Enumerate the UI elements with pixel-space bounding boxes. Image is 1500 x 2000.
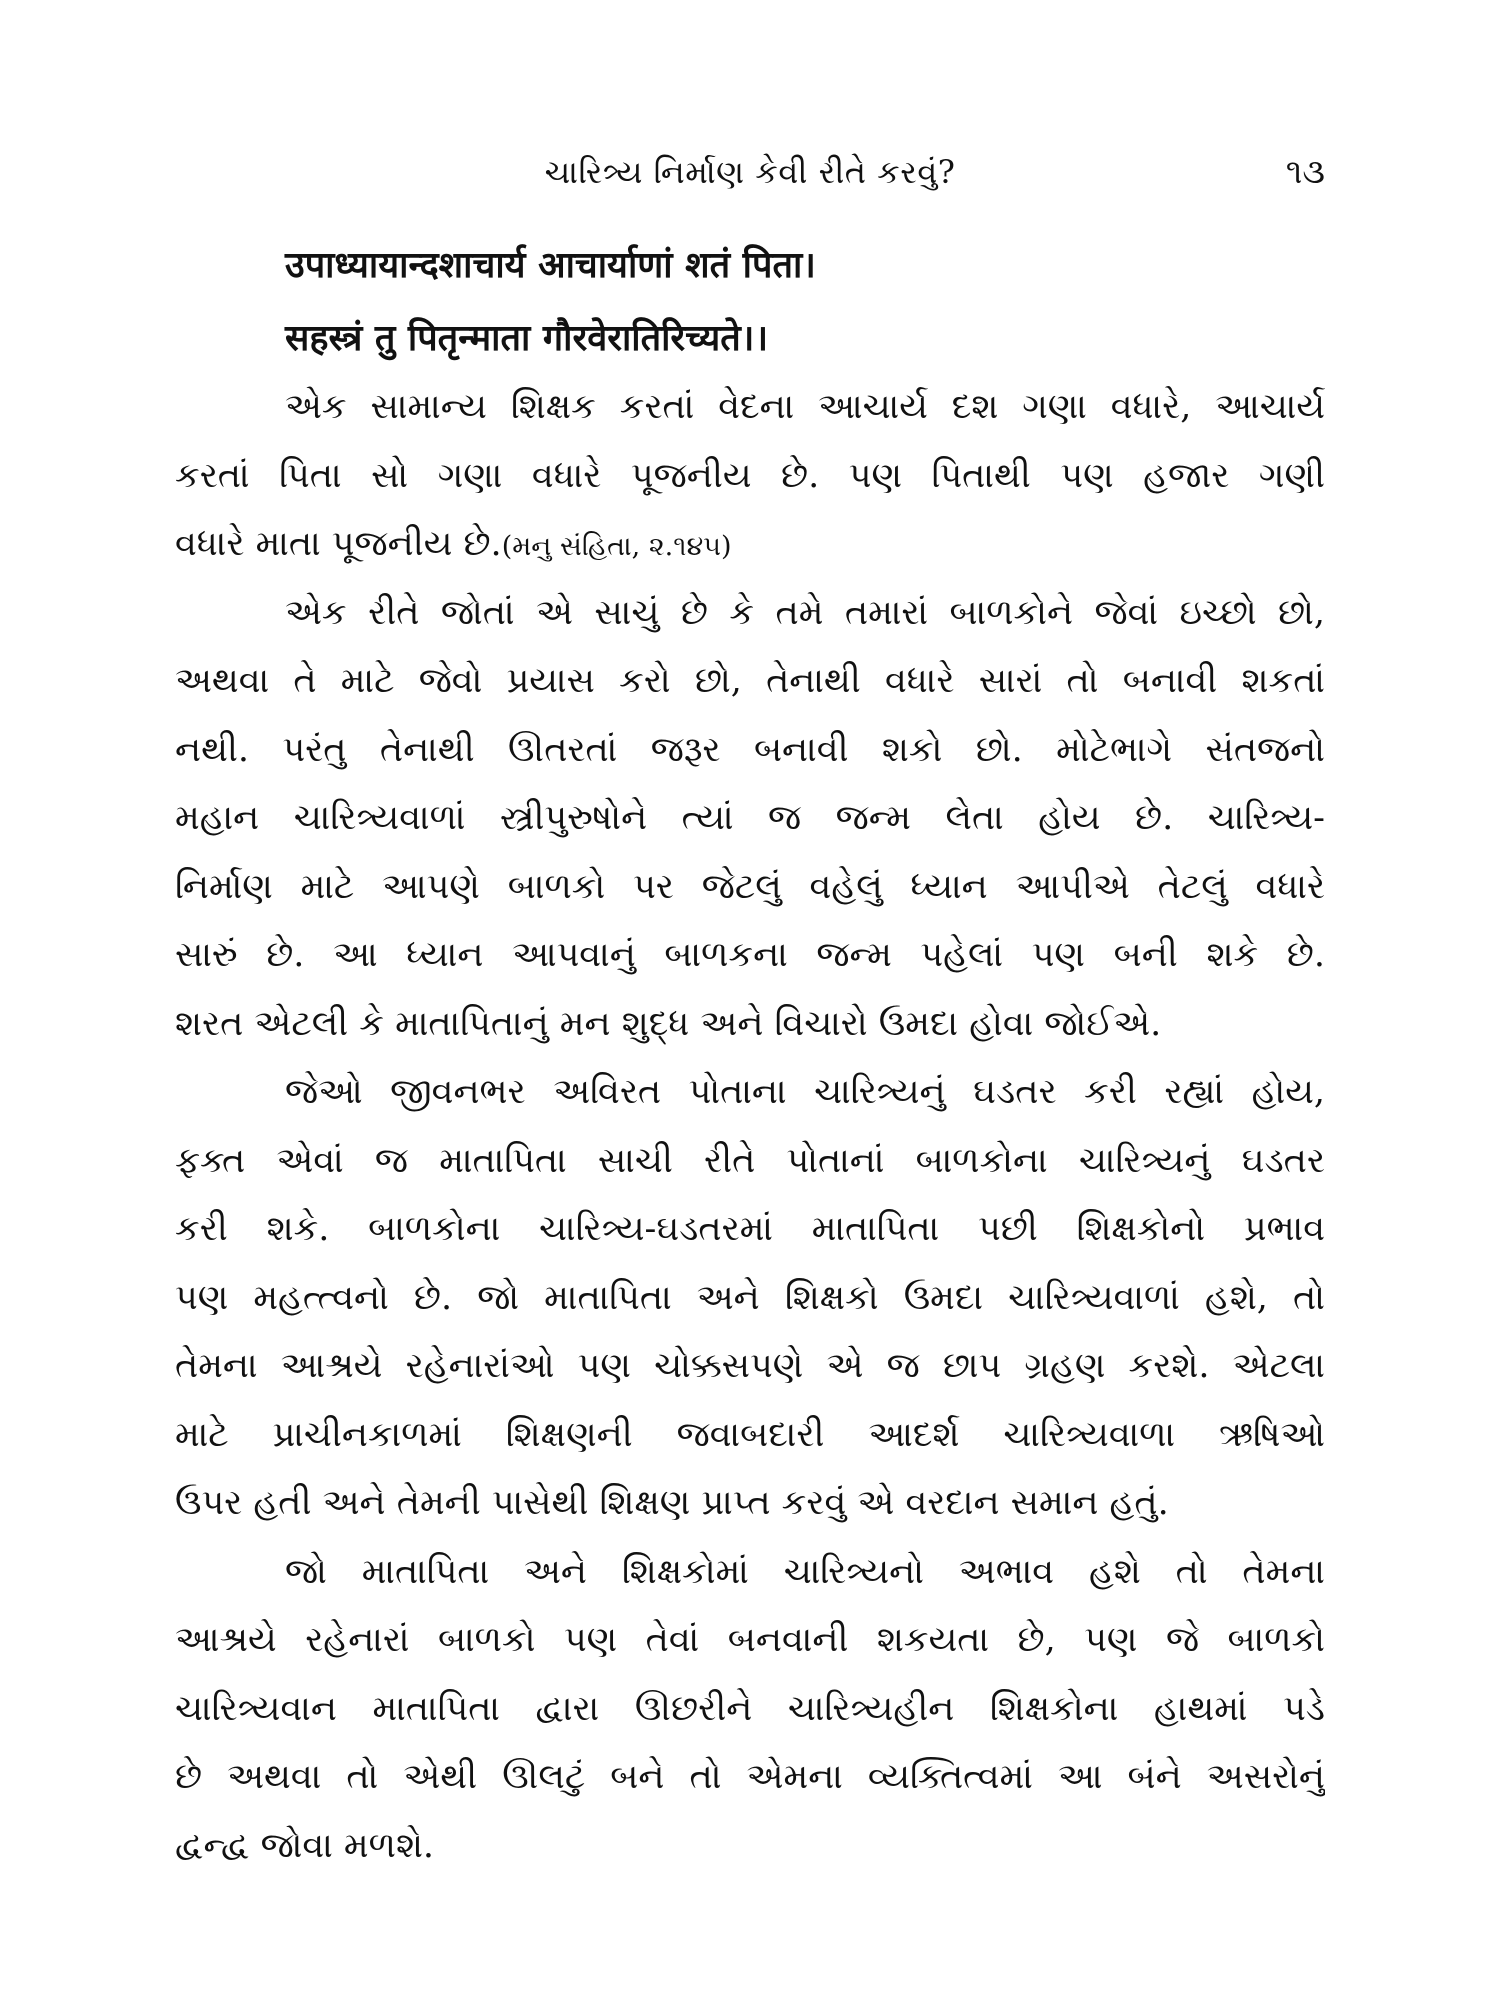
paragraph-1-line-3 bbox=[175, 510, 1325, 579]
paragraph-2-line-3: નથી. પરંતુ તેનાથી ઊતરતાં જરૂર બનાવી શકો છો. મોટેભાગે સંતજનો bbox=[175, 729, 1325, 770]
paragraph-2-line-6: સારું છે. આ ધ્યાન આપવાનું બાળકના જન્મ પહેલાં પણ બની શકે છે. bbox=[175, 935, 1325, 975]
paragraph-3-line-2: ફક્ત એવાં જ માતાપિતા સાચી રીતે પોતાનાં બાળકોના ચારિત્ર્યનું ઘડતર bbox=[175, 1140, 1325, 1181]
body-text bbox=[175, 373, 1325, 1880]
paragraph-2-line-1: એક રીતે જોતાં એ સાચું છે કે તમે તમારાં બાળકોને જેવાં ઇચ્છો છો, bbox=[285, 592, 1325, 633]
paragraph-3-line-6: માટે પ્રાચીનકાળમાં શિક્ષણની જવાબદારી આદર્શ ચારિત્ર્યવાળા ઋષિઓ bbox=[175, 1414, 1325, 1455]
chapter-title: ચારિત્ર્ય નિર્માણ કેવી રીતે કરવું? bbox=[544, 153, 956, 191]
paragraph-2-line-4: મહાન ચારિત્ર્યવાળાં સ્ત્રીપુરુષોને ત્યાં જ જન્મ લેતા હોય છે. ચારિત્ર્ય- bbox=[175, 798, 1325, 838]
paragraph-4-line-4: છે અથવા તો એથી ઊલટું બને તો એમના વ્યક્તિત્વમાં આ બંને અસરોનું bbox=[175, 1757, 1325, 1797]
paragraph-4-line-1: જો માતાપિતા અને શિક્ષકોમાં ચારિત્ર્યનો અભાવ હશે તો તેમના bbox=[285, 1551, 1325, 1592]
paragraph-1-line-1: એક સામાન્ય શિક્ષક કરતાં વેદના આચાર્ય દશ ગણા વધારે, આચાર્ય bbox=[285, 387, 1325, 427]
paragraph-2-line-2: અથવા તે માટે જેવો પ્રયાસ કરો છો, તેનાથી વધારે સારાં તો બનાવી શકતાં bbox=[175, 661, 1325, 701]
paragraph-3-line-5: તેમના આશ્રયે રહેનારાંઓ પણ ચોક્કસપણે એ જ છાપ ગ્રહણ કરશે. એટલા bbox=[175, 1346, 1325, 1386]
paragraph-3-line-4: પણ મહત્ત્વનો છે. જો માતાપિતા અને શિક્ષકો ઉમદા ચારિત્ર્યવાળાં હશે, તો bbox=[175, 1277, 1325, 1318]
page-number: ૧૩ bbox=[1285, 152, 1325, 192]
paragraph-1-line-3-text: વધારે માતા પૂજનીય છે. bbox=[175, 524, 502, 564]
paragraph-4-line-2: આશ્રયે રહેનારાં બાળકો પણ તેવાં બનવાની શકયતા છે, પણ જે બાળકો bbox=[175, 1620, 1325, 1660]
citation-manu-samhita: (મનુ સંહિતા, ૨.૧૪૫) bbox=[501, 531, 732, 562]
paragraph-4-line-5: દ્વન્દ્વ જોવા મળશે. bbox=[175, 1825, 435, 1866]
paragraph-4-line-3: ચારિત્ર્યવાન માતાપિતા દ્વારા ઊછરીને ચારિત્ર્યહીન શિક્ષકોના હાથમાં પડે bbox=[175, 1688, 1325, 1729]
paragraph-3-line-3: કરી શકે. બાળકોના ચારિત્ર્ય-ઘડતરમાં માતાપિતા પછી શિક્ષકોનો પ્રભાવ bbox=[175, 1209, 1325, 1249]
paragraph-2-line-7: શરત એટલી કે માતાપિતાનું મન શુદ્ધ અને વિચારો ઉમદા હોવા જોઈએ. bbox=[175, 1003, 1162, 1044]
sanskrit-verse-line-2: सहस्त्रं तु पितृन्माता गौरवेरातिरिच्यते।। bbox=[285, 318, 769, 359]
paragraph-3-line-1: જેઓ જીવનભર અવિરત પોતાના ચારિત્ર્યનું ઘડતર કરી રહ્યાં હોય, bbox=[285, 1072, 1325, 1112]
paragraph-2-line-5: નિર્માણ માટે આપણે બાળકો પર જેટલું વહેલું ધ્યાન આપીએ તેટલું વધારે bbox=[175, 866, 1325, 907]
paragraph-3-line-7: ઉપર હતી અને તેમની પાસેથી શિક્ષણ પ્રાપ્ત કરવું એ વરદાન સમાન હતું. bbox=[175, 1483, 1169, 1523]
paragraph-1-line-2: કરતાં પિતા સો ગણા વધારે પૂજનીય છે. પણ પિતાથી પણ હજાર ગણી bbox=[175, 455, 1325, 496]
running-header bbox=[175, 148, 1325, 196]
sanskrit-verse-line-1: उपाध्यायान्दशाचार्य आचार्याणां शतं पिता। bbox=[285, 245, 816, 286]
